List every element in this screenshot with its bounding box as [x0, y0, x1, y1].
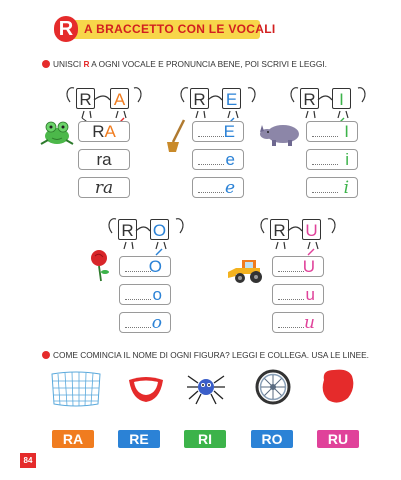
write-box[interactable]: i	[306, 177, 358, 198]
write-box[interactable]: e	[192, 149, 244, 170]
letter-card-a: A	[110, 88, 129, 109]
write-box[interactable]: O	[119, 256, 171, 277]
letter-card-r: R	[300, 88, 319, 109]
syllable-ru[interactable]: RU	[317, 430, 359, 448]
syllable-ro[interactable]: RO	[251, 430, 293, 448]
red-blob-icon	[318, 366, 358, 406]
frog-icon	[38, 118, 76, 148]
letter-card-u: U	[302, 219, 321, 240]
net-icon	[48, 368, 104, 408]
write-box[interactable]: u	[272, 312, 324, 333]
page-number: 84	[20, 453, 36, 468]
letter-card-r: R	[190, 88, 209, 109]
write-box[interactable]: i	[306, 149, 358, 170]
rose-icon	[86, 248, 114, 282]
mouth-icon	[126, 372, 166, 404]
page-title: A BRACCETTO CON LE VOCALI	[84, 22, 276, 36]
write-box[interactable]: I	[306, 121, 358, 142]
bullet-dot	[42, 60, 50, 68]
rhino-icon	[258, 118, 304, 148]
write-box[interactable]: ra	[78, 149, 130, 170]
arm-in-arm-icon	[64, 80, 144, 125]
bullet-dot	[42, 351, 50, 359]
write-box[interactable]: E	[192, 121, 244, 142]
letter-card-r: R	[76, 88, 95, 109]
syllable-re[interactable]: RE	[118, 430, 160, 448]
letter-card-i: I	[332, 88, 351, 109]
syllable-ra[interactable]: RA	[52, 430, 94, 448]
write-box[interactable]: ra	[78, 177, 130, 198]
instruction-1: UNISCI R A OGNI VOCALE E PRONUNCIA BENE, POI SCRIVI E LEGGI.	[53, 59, 327, 69]
instruction-2: COME COMINCIA IL NOME DI OGNI FIGURA? LEGGI E COLLEGA. USA LE LINEE.	[53, 350, 369, 360]
letter-card-e: E	[222, 88, 241, 109]
write-box[interactable]: e	[192, 177, 244, 198]
broom-icon	[164, 118, 188, 154]
write-box[interactable]: o	[119, 312, 171, 333]
wheel-icon	[254, 368, 292, 406]
syllable-ri[interactable]: RI	[184, 430, 226, 448]
write-box[interactable]: u	[272, 284, 324, 305]
letter-card-o: O	[150, 219, 169, 240]
arm-in-arm-icon	[106, 211, 186, 256]
letter-card-r: R	[270, 219, 289, 240]
write-box[interactable]: o	[119, 284, 171, 305]
tractor-icon	[226, 254, 270, 284]
arm-in-arm-icon	[178, 80, 258, 125]
arm-in-arm-icon	[258, 211, 338, 256]
letter-card-r: R	[118, 219, 137, 240]
spider-icon	[186, 368, 226, 406]
write-box[interactable]: RA	[78, 121, 130, 142]
title-badge: R	[54, 16, 78, 42]
write-box[interactable]: U	[272, 256, 324, 277]
